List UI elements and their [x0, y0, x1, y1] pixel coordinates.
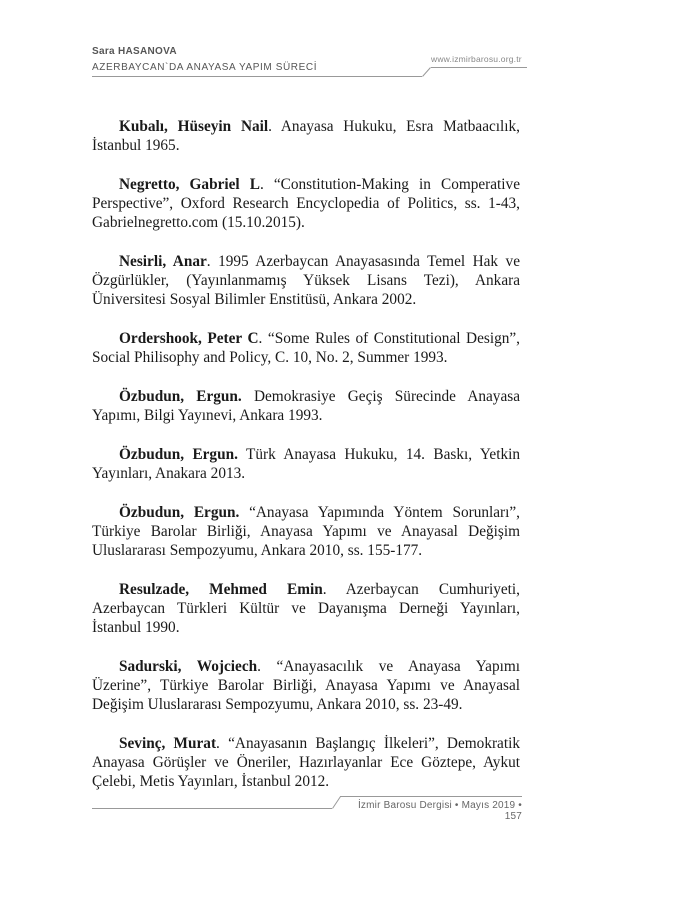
footer-journal-info: İzmir Barosu Dergisi • Mayıs 2019 • 157	[357, 800, 522, 822]
reference-entry	[92, 580, 520, 637]
footer-rule-left	[92, 808, 332, 809]
reference-author: Özbudun, Ergun.	[119, 388, 242, 405]
header-url: www.izmirbarosu.org.tr	[431, 54, 522, 64]
reference-entry	[92, 117, 520, 155]
reference-text: . “Some Rules of Constitutional Design”, Social Philisophy and Policy, C. 10, No. 2, Summer 1993.	[92, 330, 520, 366]
reference-text: Türk Anayasa Hukuku, 14. Baskı, Yetkin Yayınları, Anakara 2013.	[92, 446, 520, 482]
reference-entry	[92, 175, 520, 232]
reference-author: Ordershook, Peter C	[119, 330, 259, 347]
header-rule-left	[92, 76, 422, 77]
header-rule-slant	[422, 61, 430, 76]
footer-rule-right	[340, 796, 522, 797]
reference-text: . 1995 Azerbaycan Anayasasında Temel Hak ve Özgürlükler, (Yayınlanmamış Yüksek Lisans Tezi), Ankara Üniversitesi Sosyal Bilimler Enstitüsü, Ankara 2002.	[92, 253, 520, 308]
reference-text: . Azerbaycan Cumhuriyeti, Azerbaycan Türkleri Kültür ve Dayanışma Derneği Yayınları, İstanbul 1990.	[92, 581, 520, 636]
reference-author: Resulzade, Mehmed Emin	[119, 581, 323, 598]
reference-author: Sevinç, Murat	[119, 735, 217, 752]
reference-text: . “Anayasacılık ve Anayasa Yapımı Üzerine”, Türkiye Barolar Birliği, Anayasa Yapımı ve Anayasal Değişim Uluslararası Sempozyumu, Ankara 2010, ss. 23-49.	[92, 658, 520, 713]
reference-text: Demokrasiye Geçiş Sürecinde Anayasa Yapımı, Bilgi Yayınevi, Ankara 1993.	[92, 388, 520, 424]
header-author: Sara HASANOVA	[92, 46, 177, 57]
reference-text: . “Anayasanın Başlangıç İlkeleri”, Demokratik Anayasa Görüşler ve Öneriler, Hazırlayanlar Ece Göztepe, Aykut Çelebi, Metis Yayınları, İstanbul 2012.	[92, 735, 520, 790]
reference-author: Nesirli, Anar	[119, 253, 207, 270]
reference-entry	[92, 657, 520, 714]
reference-author: Özbudun, Ergun.	[119, 504, 240, 521]
header-article-title: AZERBAYCAN`DA ANAYASA YAPIM SÜRECİ	[92, 62, 318, 73]
reference-author: Sadurski, Wojciech	[119, 658, 258, 675]
reference-entry	[92, 503, 520, 560]
reference-author: Kubalı, Hüseyin Nail	[119, 118, 269, 135]
reference-list	[92, 117, 520, 811]
reference-text: “Anayasa Yapımında Yöntem Sorunları”, Türkiye Barolar Birliği, Anayasa Yapımı ve Anayasal Değişim Uluslararası Sempozyumu, Ankara 2010, ss. 155-177.	[92, 504, 520, 559]
reference-text: . Anayasa Hukuku, Esra Matbaacılık, İstanbul 1965.	[92, 118, 520, 154]
reference-text: . “Constitution-Making in Comperative Perspective”, Oxford Research Encyclopedia of Politics, ss. 1-43, Gabrielnegretto.com (15.10.2015).	[92, 176, 520, 231]
reference-entry	[92, 734, 520, 791]
reference-entry	[92, 252, 520, 309]
reference-entry	[92, 329, 520, 367]
reference-author: Negretto, Gabriel L	[119, 176, 260, 193]
reference-author: Özbudun, Ergun.	[119, 446, 238, 463]
header-rule-right	[431, 67, 527, 68]
reference-entry	[92, 387, 520, 425]
reference-entry	[92, 445, 520, 483]
